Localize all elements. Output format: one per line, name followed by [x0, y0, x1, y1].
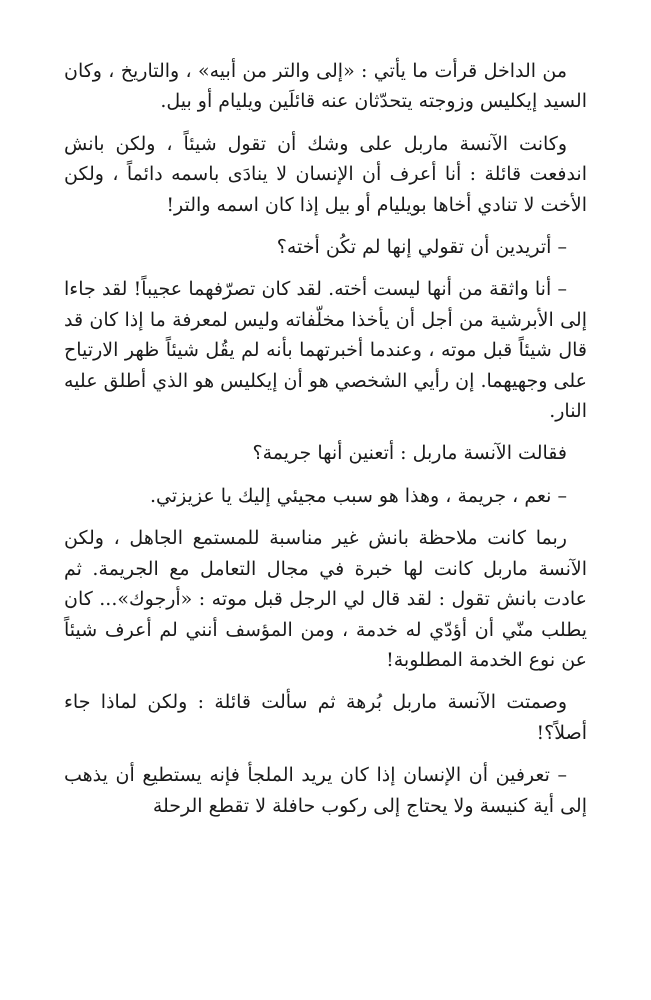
paragraph: وصمتت الآنسة ماربل بُرهة ثم سألت قائلة : ولكن لماذا جاء أصلاً؟!: [64, 691, 587, 744]
body-text: [64, 56, 587, 821]
paragraph: فقالت الآنسة ماربل : أتعنين أنها جريمة؟: [252, 442, 567, 465]
dialogue-line: – تعرفين أن الإنسان إذا كان يريد الملجأ فإنه يستطيع أن يذهب إلى أية كنيسة ولا يحتاج إلى ركوب حافلة لا تقطع الرحلة: [64, 764, 587, 817]
dialogue-line: – أتريدين أن تقولي إنها لم تكُن أخته؟: [276, 236, 567, 259]
paragraph: من الداخل قرأت ما يأتي : «إلى والتر من أبيه» ، والتاريخ ، وكان السيد إيكليس وزوجته يتحدّثان عنه قائلَين ويليام أو بيل.: [64, 60, 587, 113]
dialogue-line: – أنا واثقة من أنها ليست أخته. لقد كان تصرّفهما عجيباً! لقد جاءا إلى الأبرشية من أجل أن يأخذا مخلّفاته وليس لمعرفة ما إذا كان قد قال شيئاً قبل موته ، وعندما أخبرتهما بأنه لم يقُل شيئاً ظهر الارتياح على وجهيهما. إن رأيي الشخصي هو أن إيكليس هو الذي أطلق عليه النار.: [64, 278, 587, 423]
paragraph: ربما كانت ملاحظة بانش غير مناسبة للمستمع الجاهل ، ولكن الآنسة ماربل كانت لها خبرة في مجال التعامل مع الجريمة. ثم عادت بانش تقول : لقد قال لي الرجل قبل موته : «أرجوك»... كان يطلب منّي أن أؤدّي له خدمة ، ومن المؤسف أنني لم أعرف شيئاً عن نوع الخدمة المطلوبة!: [64, 527, 587, 671]
paragraph: وكانت الآنسة ماربل على وشك أن تقول شيئاً ، ولكن بانش اندفعت قائلة : أنا أعرف أن الإنسان لا ينادَى باسمه دائماً ، ولكن الأخت لا تنادي أخاها بويليام أو بيل إذا كان اسمه والتر!: [64, 132, 587, 216]
dialogue-line: – نعم ، جريمة ، وهذا هو سبب مجيئي إليك يا عزيزتي.: [150, 484, 567, 507]
